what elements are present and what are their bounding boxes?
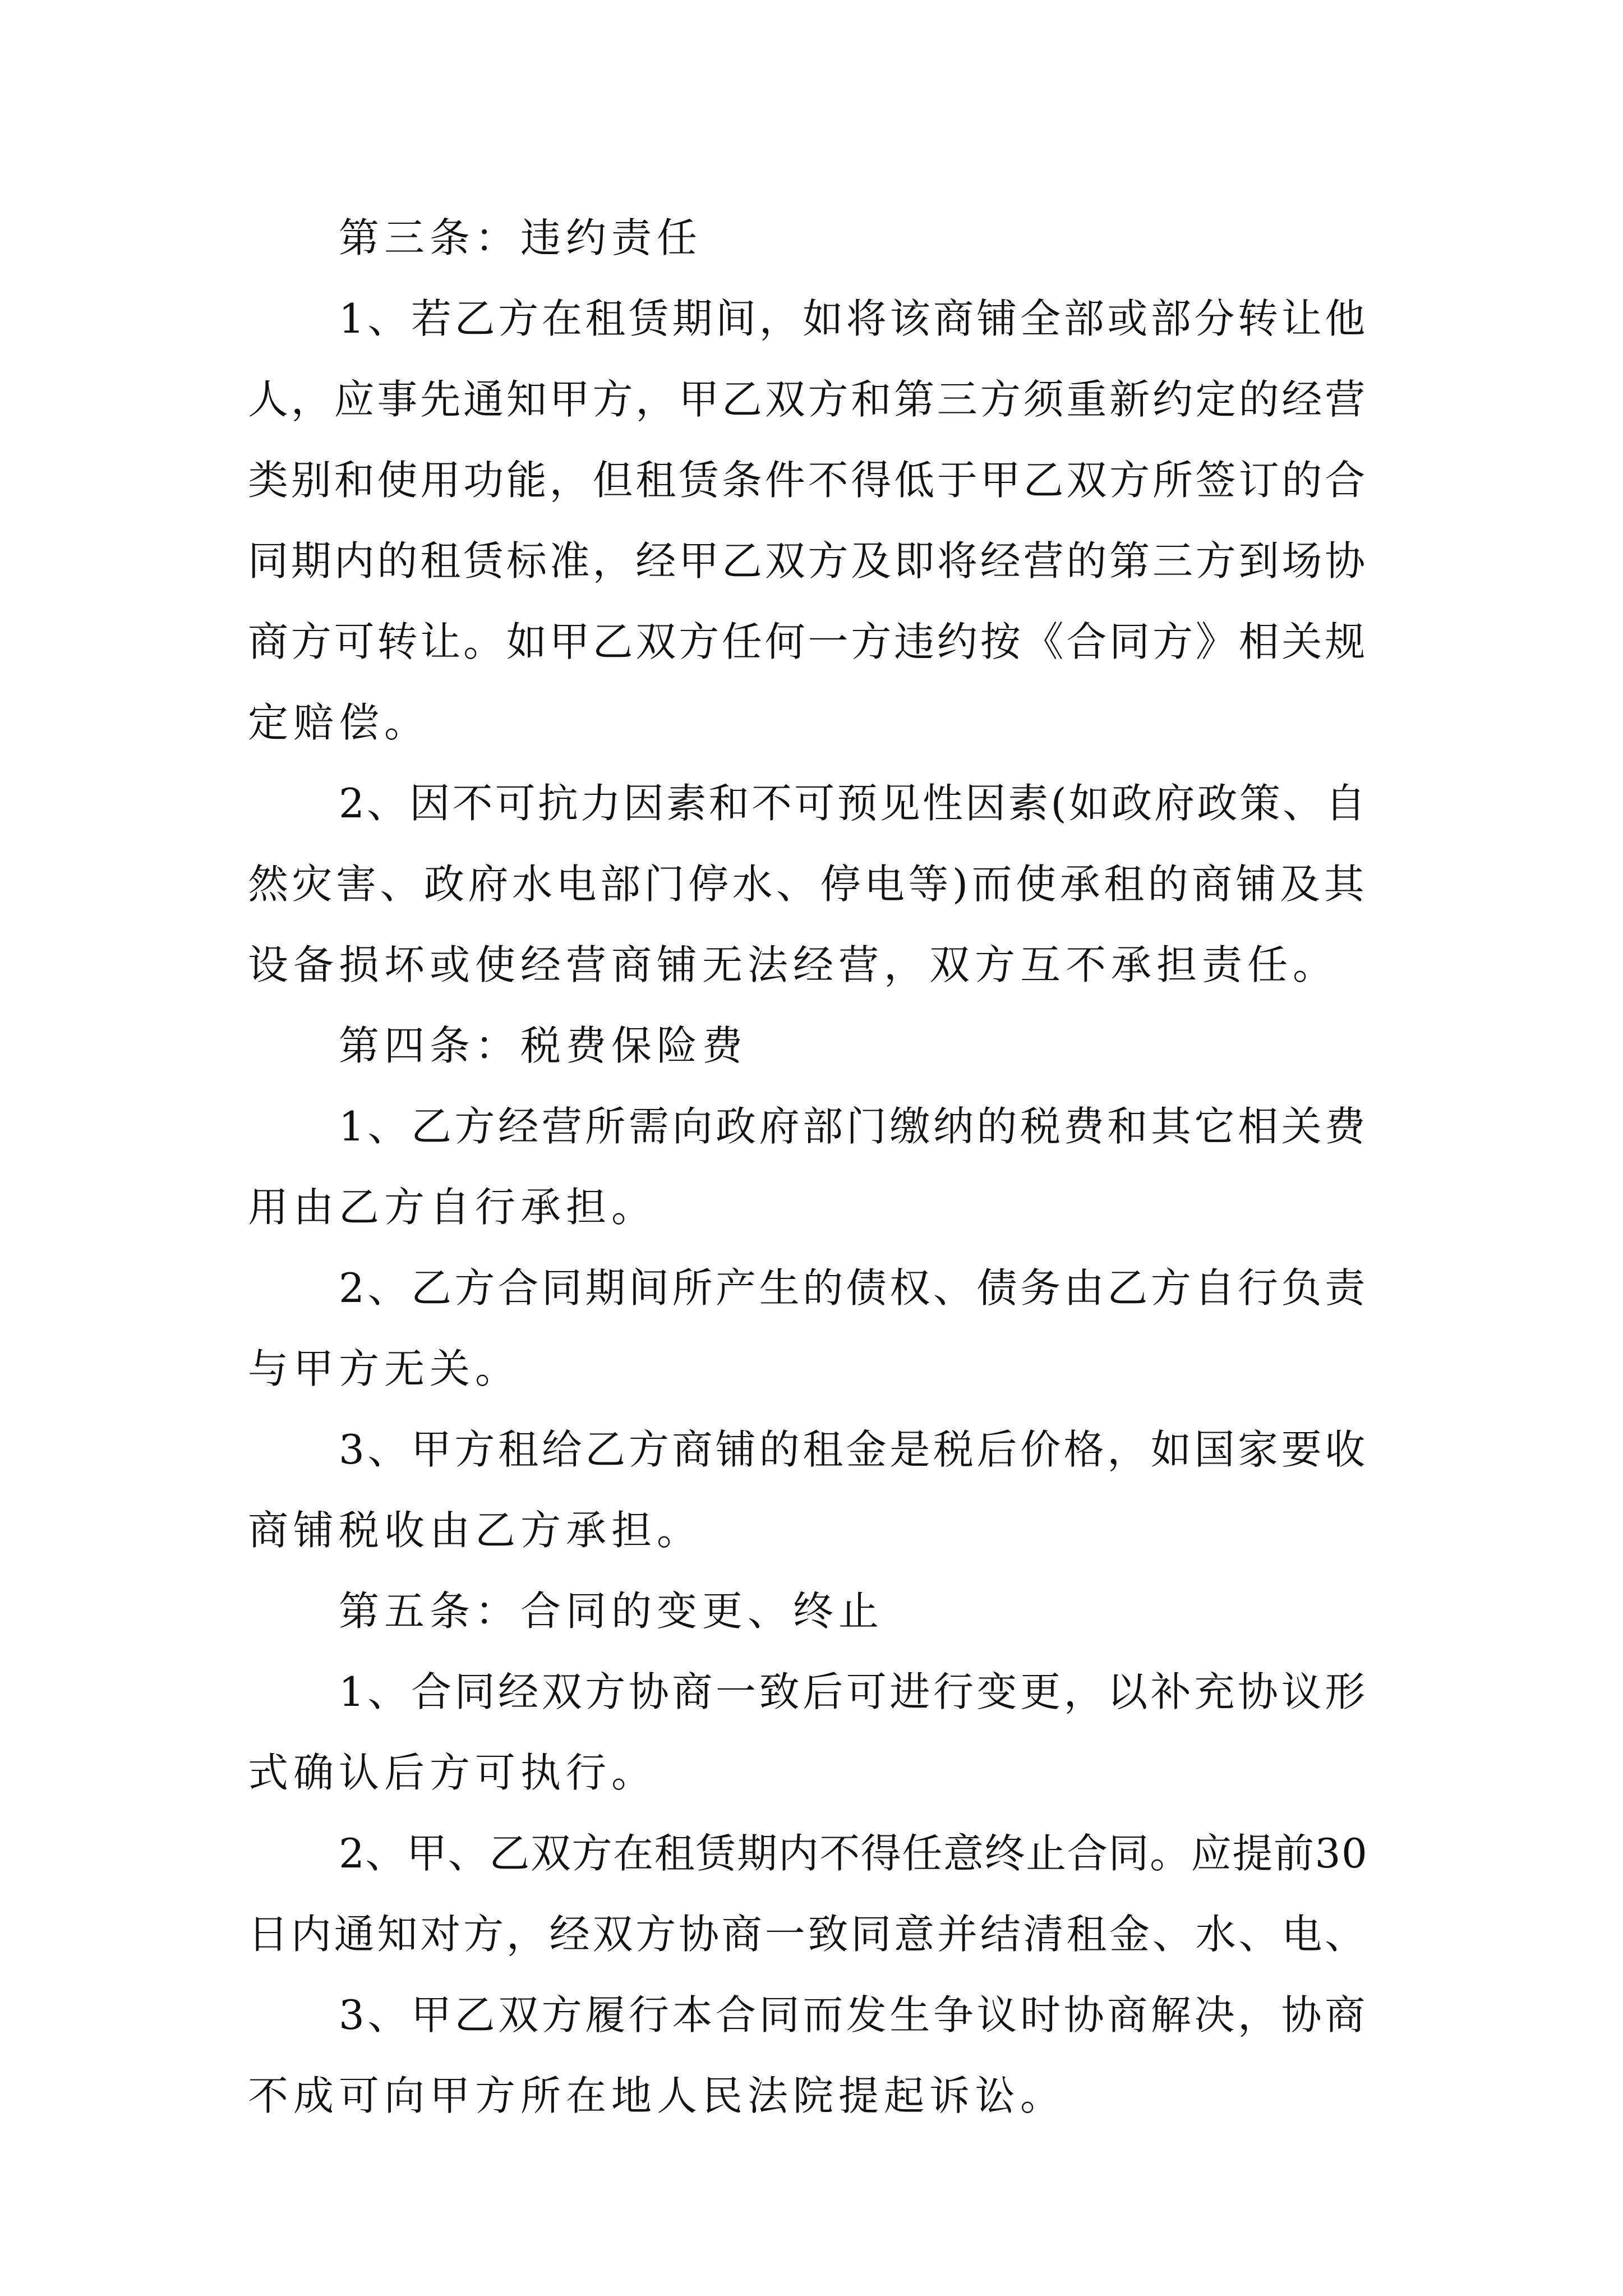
text-line: 3、甲乙双方履行本合同而发生争议时协商解决，协商 — [339, 1991, 1368, 2039]
text-line: 2、乙方合同期间所产生的债权、债务由乙方自行负责 — [339, 1264, 1368, 1312]
document-body — [248, 197, 1375, 2136]
text-line: 式确认后方可执行。 — [248, 1749, 657, 1796]
text-line: 2、因不可抗力因素和不可预见性因素(如政府政策、自 — [339, 780, 1368, 827]
text-line: 类别和使用功能，但租赁条件不得低于甲乙双方所签订的合 — [248, 457, 1368, 504]
text-line: 2、甲、乙双方在租赁期内不得任意终止合同。应提前30 — [339, 1830, 1368, 1877]
text-line: 1、若乙方在租赁期间，如将该商铺全部或部分转让他 — [339, 295, 1368, 342]
text-line: 定赔偿。 — [248, 699, 430, 746]
text-line: 与甲方无关。 — [248, 1345, 521, 1392]
text-line: 商铺税收由乙方承担。 — [248, 1507, 703, 1554]
text-line: 日内通知对方，经双方协商一致同意并结清租金、水、电、 — [248, 1911, 1368, 1958]
text-line: 然灾害、政府水电部门停水、停电等)而使承租的商铺及其 — [248, 861, 1368, 908]
text-line: 3、甲方租给乙方商铺的租金是税后价格，如国家要收 — [339, 1426, 1368, 1473]
text-line: 1、合同经双方协商一致后可进行变更，以补充协议形 — [339, 1668, 1368, 1715]
section-heading-4: 第四条：税费保险费 — [339, 1022, 748, 1069]
text-line: 同期内的租赁标准，经甲乙双方及即将经营的第三方到场协 — [248, 537, 1368, 585]
text-line: 1、乙方经营所需向政府部门缴纳的税费和其它相关费 — [339, 1103, 1368, 1150]
text-line: 商方可转让。如甲乙双方任何一方违约按《合同方》相关规 — [248, 618, 1368, 665]
text-line: 用由乙方自行承担。 — [248, 1184, 657, 1231]
section-heading-5: 第五条：合同的变更、终止 — [339, 1588, 884, 1635]
text-line: 设备损坏或使经营商铺无法经营，双方互不承担责任。 — [248, 941, 1339, 988]
section-heading-3: 第三条：违约责任 — [339, 214, 703, 261]
text-line: 不成可向甲方所在地人民法院提起诉讼。 — [248, 2072, 1066, 2119]
text-line: 人，应事先通知甲方，甲乙双方和第三方须重新约定的经营 — [248, 376, 1368, 423]
